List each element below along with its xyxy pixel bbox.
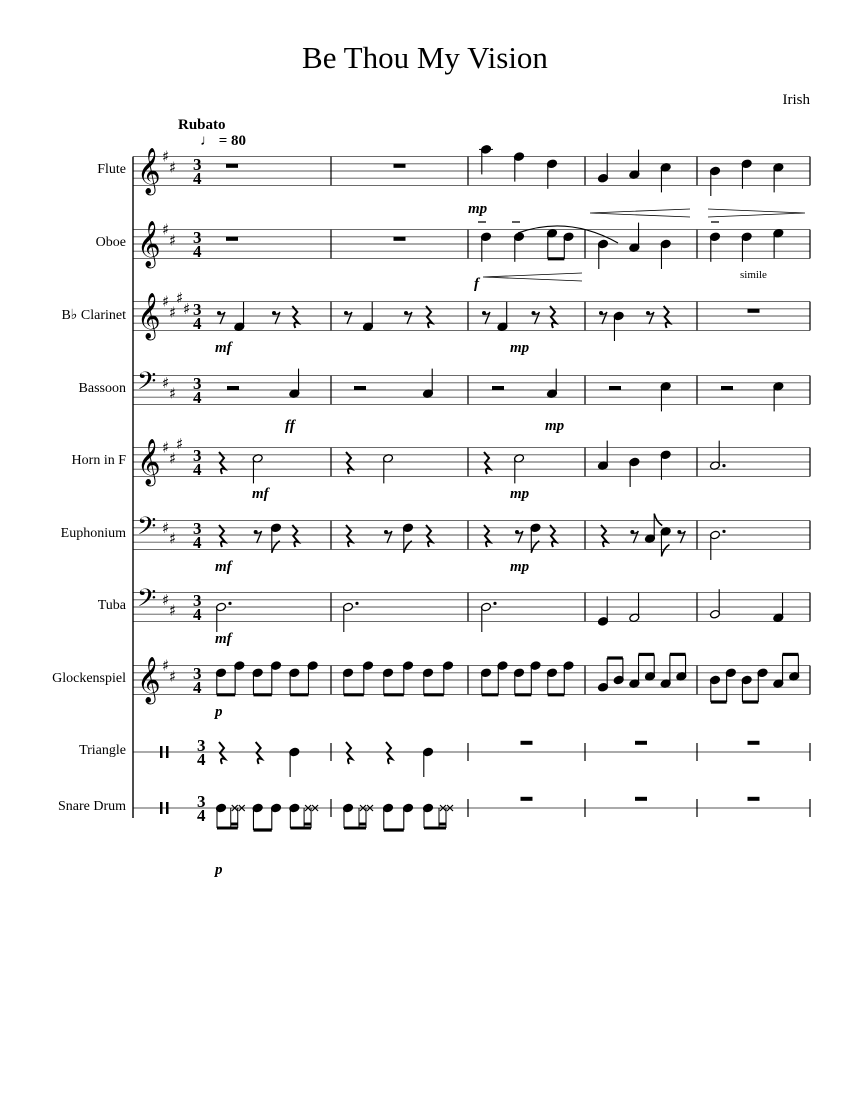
quarter-rest bbox=[346, 452, 352, 474]
bass-clef-icon: 𝄢 bbox=[137, 512, 157, 547]
sharp-icon: ♯ bbox=[169, 449, 177, 468]
sharp-icon: ♯ bbox=[162, 373, 170, 392]
measure bbox=[748, 741, 760, 745]
treble-clef-icon: 𝄞 bbox=[137, 657, 161, 703]
quarter-rest bbox=[386, 742, 392, 764]
measure bbox=[482, 302, 556, 332]
percussion-clef bbox=[166, 802, 169, 814]
instrument-name: Oboe bbox=[95, 235, 126, 250]
quarter-rest bbox=[550, 525, 556, 547]
sharp-icon: ♯ bbox=[169, 529, 177, 548]
measure bbox=[354, 369, 433, 399]
quarter-rest bbox=[664, 306, 670, 328]
percussion-clef bbox=[166, 746, 169, 758]
measure bbox=[216, 803, 319, 830]
quarter-rest bbox=[219, 452, 225, 474]
time-signature-top: 3 bbox=[193, 155, 202, 174]
half-rest bbox=[721, 386, 733, 390]
quarter-rest bbox=[292, 525, 298, 547]
flag bbox=[661, 544, 669, 556]
dynamic-marking: mf bbox=[215, 559, 232, 575]
dynamic-marking: f bbox=[474, 276, 479, 292]
time-signature-top: 3 bbox=[197, 792, 206, 811]
dynamic-marking: p bbox=[215, 704, 223, 720]
whole-rest bbox=[226, 237, 238, 241]
instrument-name: Tuba bbox=[97, 598, 126, 613]
measure bbox=[343, 602, 359, 632]
whole-rest bbox=[748, 309, 760, 313]
time-signature-top: 3 bbox=[193, 446, 202, 465]
measure bbox=[346, 742, 433, 777]
quarter-rest bbox=[484, 452, 490, 474]
time-signature-top: 3 bbox=[193, 300, 202, 319]
sharp-icon: ♯ bbox=[169, 158, 177, 177]
staff-euphonium bbox=[133, 512, 810, 560]
quarter-rest bbox=[426, 525, 432, 547]
metronome-mark: ♩ = 80 bbox=[200, 133, 247, 149]
measure bbox=[710, 441, 726, 471]
dot bbox=[722, 464, 725, 467]
half-rest bbox=[609, 386, 621, 390]
measure bbox=[481, 228, 574, 261]
instrument-name: Triangle bbox=[79, 743, 126, 758]
instrument-name: Bassoon bbox=[78, 381, 126, 396]
expression-text: simile bbox=[740, 269, 767, 281]
time-signature-bottom: 4 bbox=[193, 242, 202, 261]
tempo-text: Rubato bbox=[178, 117, 226, 133]
quarter-rest bbox=[346, 742, 352, 764]
sharp-icon: ♯ bbox=[169, 231, 177, 250]
instrument-name: Horn in F bbox=[71, 453, 126, 468]
time-signature-bottom: 4 bbox=[193, 460, 202, 479]
time-signature-top: 3 bbox=[193, 664, 202, 683]
whole-rest bbox=[521, 797, 533, 801]
measure bbox=[219, 742, 300, 777]
instrument-name: Flute bbox=[97, 162, 126, 177]
dynamic-marking: mp bbox=[468, 201, 488, 217]
whole-rest bbox=[394, 237, 406, 241]
eighth-rest bbox=[219, 312, 225, 324]
measure bbox=[479, 145, 557, 189]
treble-clef-icon: 𝄞 bbox=[137, 293, 161, 339]
measure bbox=[226, 164, 238, 168]
dynamic-marking: mf bbox=[252, 486, 269, 502]
measure bbox=[521, 741, 533, 745]
time-signature-bottom: 4 bbox=[193, 533, 202, 552]
percussion-clef bbox=[160, 802, 163, 814]
sharp-icon: ♯ bbox=[162, 220, 170, 239]
sharp-icon: ♯ bbox=[162, 590, 170, 609]
eighth-rest bbox=[648, 312, 654, 324]
measure bbox=[216, 602, 232, 632]
eighth-rest bbox=[484, 312, 490, 324]
instrument-name: B♭ Clarinet bbox=[61, 308, 126, 323]
whole-rest bbox=[748, 741, 760, 745]
measure bbox=[635, 797, 647, 801]
staff-flute bbox=[133, 145, 810, 196]
measure bbox=[710, 654, 800, 702]
sharp-icon: ♯ bbox=[169, 303, 177, 322]
eighth-rest bbox=[406, 312, 412, 324]
half-rest bbox=[492, 386, 504, 390]
quarter-rest bbox=[426, 306, 432, 328]
instrument-name: Snare Drum bbox=[57, 799, 126, 814]
instrument-name: Euphonium bbox=[60, 526, 126, 541]
quarter-rest bbox=[256, 742, 262, 764]
hairpin bbox=[590, 209, 805, 217]
staff-bassoon bbox=[133, 367, 810, 411]
measure bbox=[609, 382, 671, 412]
measure bbox=[748, 797, 760, 801]
quarter-rest bbox=[292, 306, 298, 328]
eighth-rest bbox=[517, 531, 523, 543]
eighth-rest bbox=[346, 312, 352, 324]
sharp-icon: ♯ bbox=[162, 292, 170, 311]
time-signature-bottom: 4 bbox=[197, 750, 206, 769]
dynamic-marking: mp bbox=[510, 486, 530, 502]
sharp-icon: ♯ bbox=[169, 601, 177, 620]
treble-clef-icon: 𝄞 bbox=[137, 221, 161, 267]
time-signature-bottom: 4 bbox=[193, 605, 202, 624]
measure bbox=[710, 530, 726, 560]
dot bbox=[722, 530, 725, 533]
eighth-rest bbox=[601, 312, 607, 324]
measure bbox=[394, 237, 406, 241]
whole-rest bbox=[748, 797, 760, 801]
sharp-icon: ♯ bbox=[183, 299, 191, 318]
percussion-clef bbox=[160, 746, 163, 758]
measure bbox=[219, 452, 263, 483]
staff-horn-in-f bbox=[133, 435, 810, 487]
dynamic-marking: p bbox=[215, 862, 223, 878]
measure bbox=[710, 589, 784, 622]
eighth-rest bbox=[534, 312, 540, 324]
staff-triangle bbox=[133, 736, 810, 777]
sharp-icon: ♯ bbox=[162, 438, 170, 457]
sharp-icon: ♯ bbox=[176, 289, 184, 307]
dynamic-marking: mf bbox=[215, 340, 232, 356]
quarter-rest bbox=[601, 525, 607, 547]
measure bbox=[492, 369, 557, 399]
quarter-rest bbox=[346, 525, 352, 547]
sharp-icon: ♯ bbox=[162, 518, 170, 537]
hairpin bbox=[483, 273, 582, 281]
measure bbox=[217, 302, 298, 332]
staff-b-clarinet bbox=[133, 289, 810, 341]
dynamic-marking: mf bbox=[215, 631, 232, 647]
staff-tuba bbox=[133, 584, 810, 632]
measure bbox=[394, 164, 406, 168]
instrument-name: Glockenspiel bbox=[52, 671, 126, 686]
dot bbox=[228, 602, 231, 605]
time-signature-top: 3 bbox=[193, 374, 202, 393]
time-signature-bottom: 4 bbox=[193, 388, 202, 407]
treble-clef-icon: 𝄞 bbox=[137, 439, 161, 485]
time-signature-top: 3 bbox=[193, 519, 202, 538]
sharp-icon: ♯ bbox=[169, 667, 177, 686]
measure bbox=[635, 741, 647, 745]
time-signature-bottom: 4 bbox=[197, 806, 206, 825]
staff-snare-drum bbox=[133, 792, 810, 830]
measure bbox=[748, 309, 760, 313]
measure bbox=[344, 302, 432, 332]
measure bbox=[521, 797, 533, 801]
sharp-icon: ♯ bbox=[169, 384, 177, 403]
eighth-rest bbox=[386, 531, 392, 543]
sharp-icon: ♯ bbox=[176, 435, 184, 453]
whole-rest bbox=[226, 164, 238, 168]
eighth-rest bbox=[274, 312, 280, 324]
quarter-rest bbox=[550, 306, 556, 328]
whole-rest bbox=[635, 741, 647, 745]
sharp-icon: ♯ bbox=[162, 656, 170, 675]
measure bbox=[227, 369, 300, 399]
eighth-rest bbox=[256, 531, 262, 543]
measure bbox=[343, 803, 453, 830]
whole-rest bbox=[394, 164, 406, 168]
bass-clef-icon: 𝄢 bbox=[137, 367, 157, 402]
sharp-icon: ♯ bbox=[162, 147, 170, 166]
quarter-rest bbox=[219, 742, 225, 764]
composer: Irish bbox=[782, 92, 810, 108]
measure bbox=[346, 452, 393, 483]
measure bbox=[226, 237, 238, 241]
bass-clef-icon: 𝄢 bbox=[137, 584, 157, 619]
dynamic-marking: mp bbox=[545, 418, 565, 434]
dynamic-marking: mp bbox=[510, 340, 530, 356]
dot bbox=[355, 602, 358, 605]
measure bbox=[484, 452, 524, 483]
time-signature-bottom: 4 bbox=[193, 678, 202, 697]
staff-glockenspiel bbox=[133, 654, 810, 705]
staff-oboe bbox=[133, 221, 810, 269]
quarter-rest bbox=[484, 525, 490, 547]
flag bbox=[654, 514, 662, 526]
time-signature-top: 3 bbox=[197, 736, 206, 755]
measure bbox=[481, 602, 497, 632]
measure bbox=[710, 159, 784, 196]
eighth-rest bbox=[632, 531, 638, 543]
dynamic-marking: mp bbox=[510, 559, 530, 575]
quarter-rest bbox=[219, 525, 225, 547]
time-signature-bottom: 4 bbox=[193, 169, 202, 188]
time-signature-bottom: 4 bbox=[193, 314, 202, 333]
score-title: Be Thou My Vision bbox=[302, 40, 548, 75]
eighth-rest bbox=[679, 531, 685, 543]
measure bbox=[710, 228, 784, 261]
half-rest bbox=[354, 386, 366, 390]
time-signature-top: 3 bbox=[193, 228, 202, 247]
dot bbox=[493, 602, 496, 605]
treble-clef-icon: 𝄞 bbox=[137, 148, 161, 194]
measure bbox=[721, 382, 784, 412]
whole-rest bbox=[635, 797, 647, 801]
half-rest bbox=[227, 386, 239, 390]
dynamic-marking: ff bbox=[285, 418, 295, 434]
whole-rest bbox=[521, 741, 533, 745]
time-signature-top: 3 bbox=[193, 591, 202, 610]
